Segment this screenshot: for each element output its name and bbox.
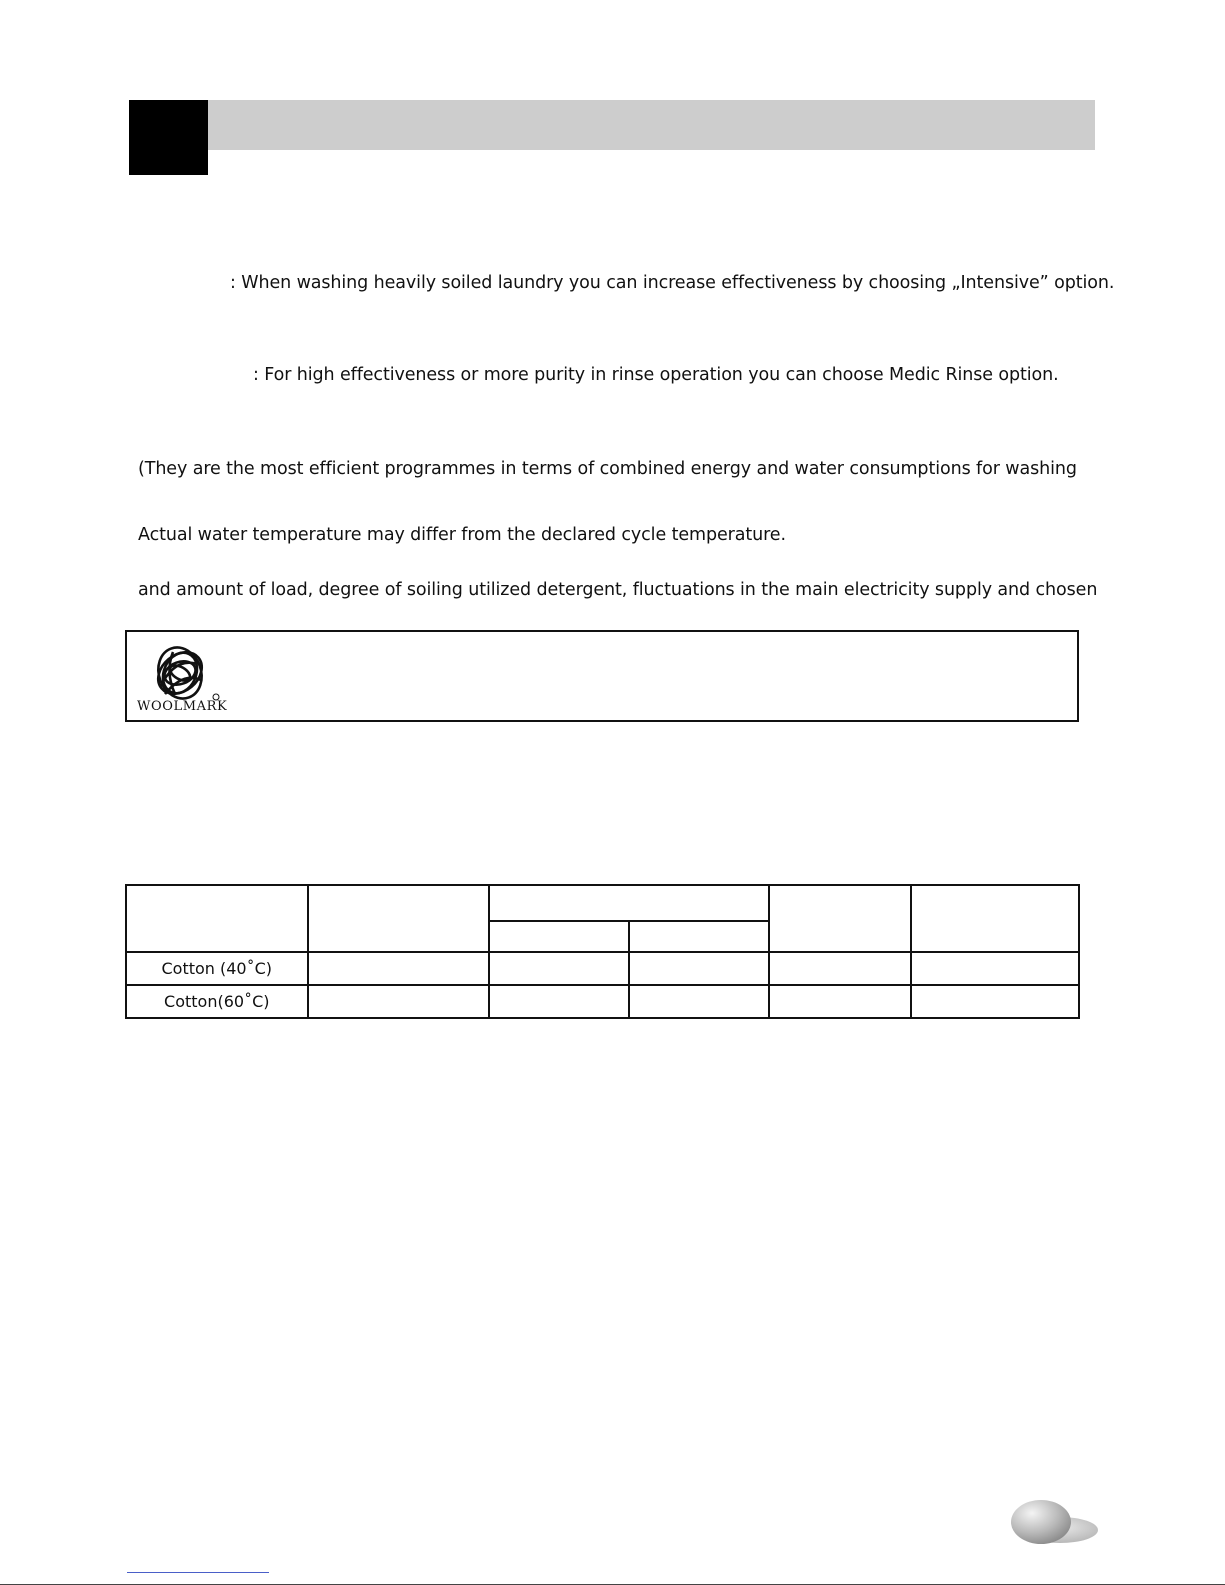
header-cell-programme <box>126 885 308 952</box>
table-cell <box>489 952 629 985</box>
footer-link-underline[interactable] <box>127 1572 269 1573</box>
table-row <box>126 952 1079 985</box>
note-line-3: and amount of load, degree of soiling utilized detergent, fluctuations in the main electricity supply and chosen <box>138 580 1098 600</box>
table-cell <box>489 985 629 1018</box>
note-line-2: Actual water temperature may differ from the declared cycle temperature. <box>138 525 786 545</box>
table-cell <box>911 985 1079 1018</box>
table-cell <box>911 952 1079 985</box>
woolmark-box <box>125 630 1079 722</box>
subheader-cell-1 <box>489 921 629 952</box>
subheader-cell-2 <box>629 921 769 952</box>
row-label: Cotton (40˚C) <box>126 952 308 985</box>
medic-rinse-option-text: : For high effectiveness or more purity in rinse operation you can choose Medic Rinse option. <box>253 365 1059 385</box>
table-cell <box>629 985 769 1018</box>
woolmark-wordmark: WOOLMARK <box>137 699 228 714</box>
table-cell <box>308 985 490 1018</box>
table-cell <box>769 985 910 1018</box>
page-number-badge-icon <box>1008 1497 1100 1547</box>
header-cell-2 <box>308 885 490 952</box>
table-cell <box>308 952 490 985</box>
section-number-block <box>129 100 208 175</box>
note-line-1: (They are the most efficient programmes in terms of combined energy and water consumptions for washing <box>138 459 1077 479</box>
header-cell-5 <box>769 885 910 952</box>
row-label: Cotton(60˚C) <box>126 985 308 1018</box>
intensive-option-text: : When washing heavily soiled laundry you can increase effectiveness by choosing „Intensive” option. <box>230 273 1115 293</box>
programme-data-table <box>125 884 1080 1019</box>
table-cell <box>629 952 769 985</box>
header-cell-6 <box>911 885 1079 952</box>
header-cell-group <box>489 885 769 921</box>
table-row <box>126 985 1079 1018</box>
table-cell <box>769 952 910 985</box>
section-header-bar <box>207 100 1095 150</box>
